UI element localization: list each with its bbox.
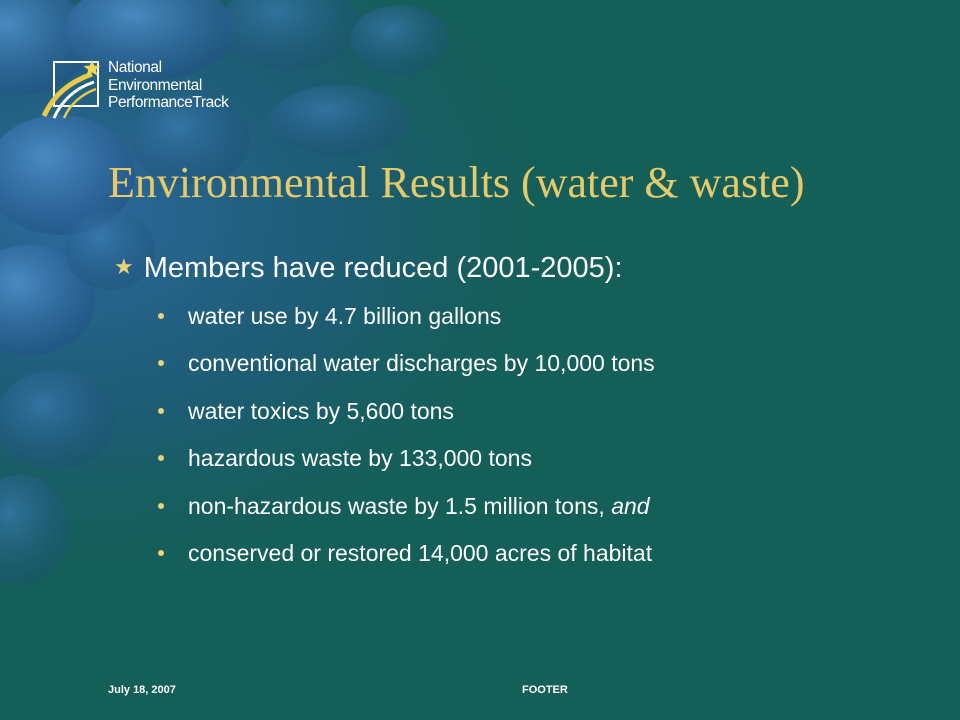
- list-item-text: hazardous waste by 133,000 tons: [188, 445, 532, 472]
- list-item-emphasis: and: [611, 492, 650, 519]
- bullet-dot-icon: [158, 455, 164, 461]
- list-item: [158, 343, 655, 390]
- list-item: [158, 438, 655, 485]
- list-item-text: conserved or restored 14,000 acres of habitat: [188, 539, 653, 566]
- lead-text: Members have reduced (2001-2005):: [143, 252, 623, 284]
- slide-title: Environmental Results (water & waste): [108, 158, 805, 207]
- star-bullet-icon: ★: [114, 254, 134, 279]
- list-item-text: conventional water discharges by 10,000 tons: [188, 350, 655, 377]
- list-item: [158, 296, 655, 343]
- list-item-text: water use by 4.7 billion gallons: [188, 303, 502, 329]
- performance-track-logo: [40, 56, 270, 126]
- logo-wordmark: [108, 59, 229, 112]
- bullet-dot-icon: [158, 408, 164, 414]
- performance-track-emblem-icon: [40, 56, 106, 122]
- logo-line-1: National: [108, 59, 162, 76]
- bullet-dot-icon: [158, 503, 164, 509]
- lead-bullet: [114, 248, 623, 290]
- bullet-dot-icon: [158, 313, 164, 319]
- results-list: [158, 296, 655, 580]
- bullet-dot-icon: [158, 550, 164, 556]
- list-item-text: non-hazardous waste by 1.5 million tons,: [188, 492, 612, 519]
- footer-text: FOOTER: [522, 684, 568, 696]
- list-item-text: water toxics by 5,600 tons: [188, 397, 454, 424]
- list-item: [158, 486, 655, 533]
- list-item: [158, 391, 655, 438]
- footer-date: July 18, 2007: [108, 684, 176, 696]
- bullet-dot-icon: [158, 360, 164, 366]
- logo-line-2: Environmental: [108, 76, 202, 94]
- logo-line-3: PerformanceTrack: [108, 94, 229, 111]
- list-item: [158, 533, 655, 580]
